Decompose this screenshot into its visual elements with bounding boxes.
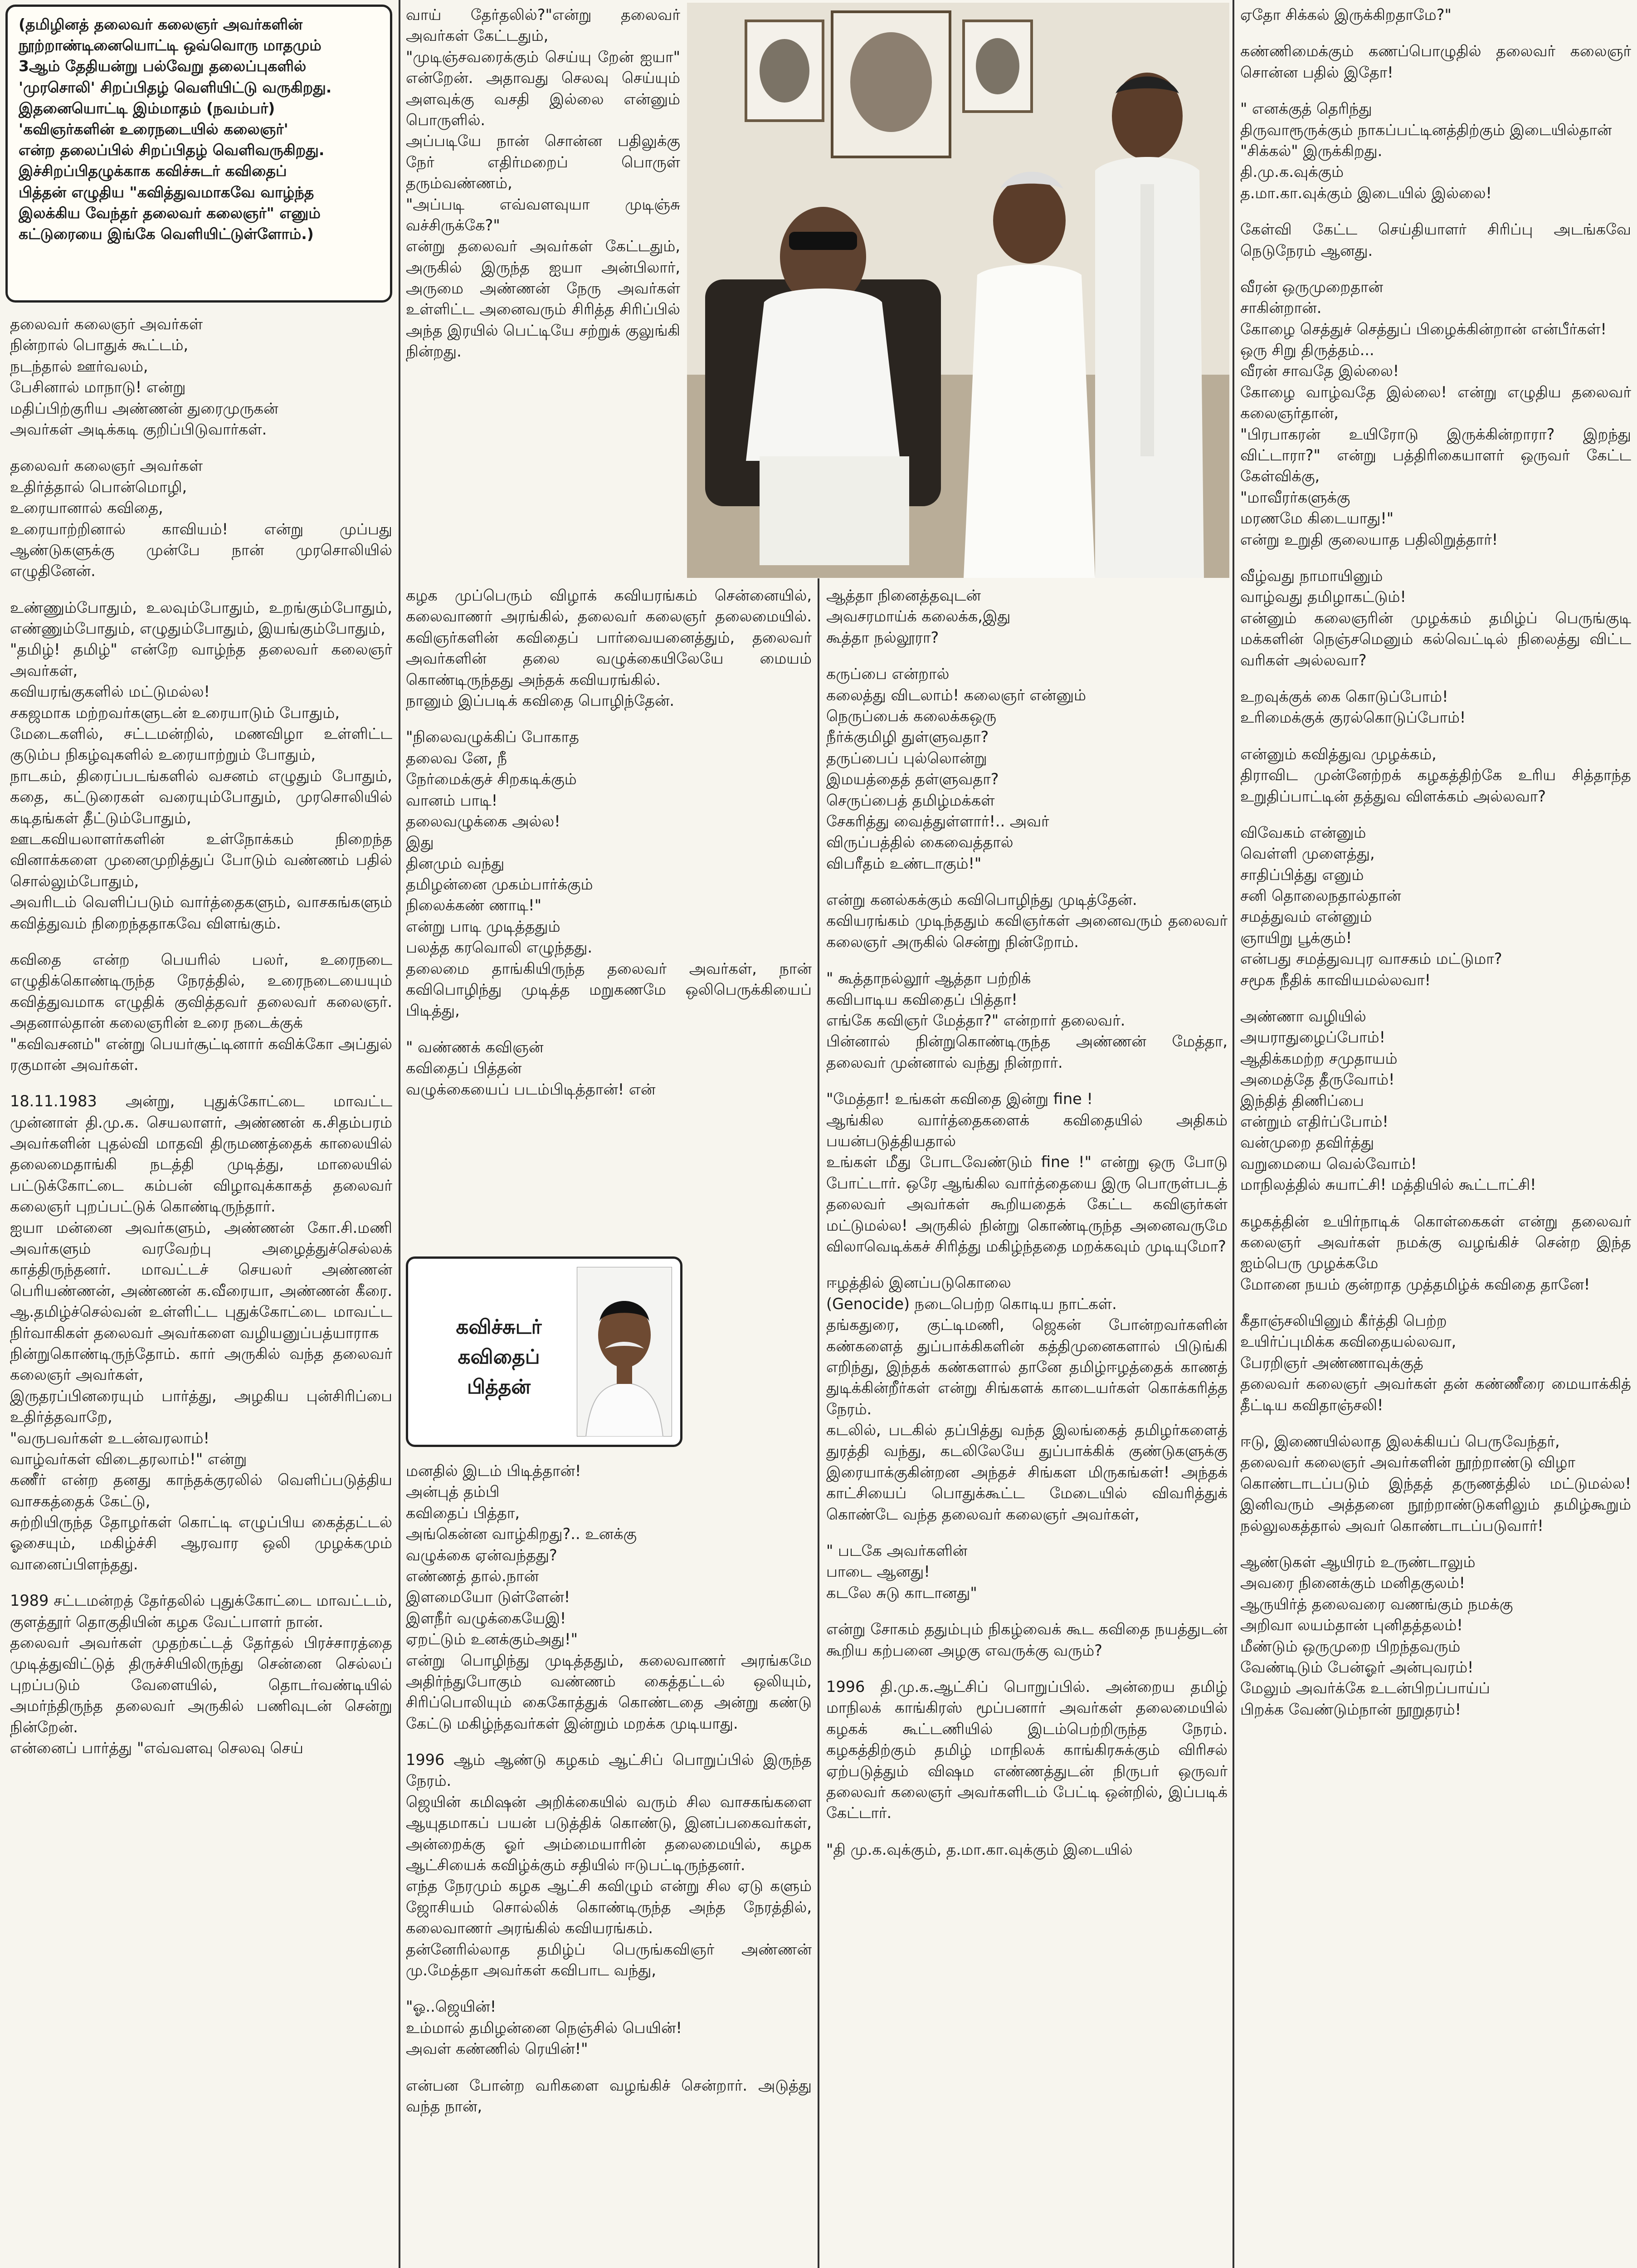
intro-box: (தமிழினத் தலைவர் கலைஞர் அவர்களின் நூற்றாண்டினையொட்டி ஒவ்வொரு மாதமும் 3ஆம் தேதியன்று பல்வேறு தலைப்புகளில் 'முரசொலி' சிறப்பிதழ் வெளியிட்டு வருகிறது. இதனையொட்டி இம்மாதம் (நவம்பர்) 'கவிஞர்களின் உரைநடையில் கலைஞர்' என்ற தலைப்பில் சிறப்பிதழ் வெளிவருகிறது. இச்சிறப்பிதழுக்காக கவிச்சுடர் கவிதைப் பித்தன் எழுதிய "கவித்துவமாகவே வாழ்ந்த இலக்கிய வேந்தர் தலைவர் கலைஞர்" எனும் கட்டுரையை இங்கே வெளியிட்டுள்ளோம்.) xyxy=(5,5,392,303)
paragraph: " வண்ணக் கவிஞன் கவிதைப் பித்தன் வழுக்கையைப் படம்பிடித்தான்! என் xyxy=(406,1038,656,1098)
paragraph: வீழ்வது நாமாயினும் வாழ்வது தமிழாகட்டும்! என்னும் கலைஞரின் முழக்கம் தமிழ்ப் பெருங்குடி மக்களின் நெஞ்சமெனும் கல்வெட்டில் நிலைத்து விட்ட வரிகள் அல்லவா? xyxy=(1240,567,1631,669)
paragraph: கழக முப்பெரும் விழாக் கவியரங்கம் சென்னையில், கலைவாணர் அரங்கில், தலைவர் கலைஞர் தலைமையில். கவிஞர்களின் கவிதைப் பார்வையனைத்தும், தலைவர் அவர்களின் தலை வழுக்கையிலேயே மையம் கொண்டிருந்தது அந்தக் கவியரங்கில். நானும் இப்படிக் கவிதை பொழிந்தேன். xyxy=(406,587,812,709)
paragraph: ஈடு, இணையில்லாத இலக்கியப் பெருவேந்தர், தலைவர் கலைஞர் அவர்களின் நூற்றாண்டு விழா கொண்டாடப்படும் இந்தத் தருணத்தில் மட்டுமல்ல! இனிவரும் அத்தனை நூற்றாண்டுகளிலும் தமிழ்கூறும் நல்லுலகத்தால் அவர் கொண்டாடப்படுவார்! xyxy=(1240,1432,1631,1535)
paragraph: உண்ணும்போதும், உலவும்போதும், உறங்கும்போதும், எண்ணும்போதும், எழுதும்போதும், இயங்கும்போதும், "தமிழ்! தமிழ்" என்றே வாழ்ந்த தலைவர் கலைஞர் அவர்கள், கவியரங்குகளில் மட்டுமல்ல! சகஜமாக மற்றவர்களுடன் உரையாடும் போதும், மேடைகளில், சட்டமன்றில், மணவிழா உள்ளிட்ட குடும்ப நிகழ்வுகளில் உரையாற்றும் போதும், நாடகம், திரைப்படங்களில் வசனம் எழுதும் போதும், கதை, கட்டுரைகள் வரையும்போதும், முரசொலியில் கடிதங்கள் தீட்டும்போதும், ஊடகவியலாளர்களின் உள்நோக்கம் நிறைந்த வினாக்களை முனைமுறித்துப் போடும் வண்ணம் பதில் சொல்லும்போதும், அவரிடம் வெளிப்படும் வார்த்தைகளும், வாசகங்களும் கவித்துவம் நிறைந்ததாகவே விளங்கும். xyxy=(10,598,392,932)
article-column-1 xyxy=(10,314,392,1774)
paragraph: அண்ணா வழியில் அயராதுழைப்போம்! ஆதிக்கமற்ற சமுதாயம் அமைத்தே தீருவோம்! இந்தித் திணிப்பை என்றும் எதிர்ப்போம்! வன்முறை தவிர்த்து வறுமையை வெல்வோம்! மாநிலத்தில் சுயாட்சி! மத்தியில் கூட்டாட்சி! xyxy=(1240,1007,1536,1194)
paragraph: "ஓ..ஜெயின்! உம்மால் தமிழன்னை நெஞ்சில் பெயின்! அவள் கண்ணில் ரெயின்!" xyxy=(406,1998,682,2058)
paragraph: "தி மு.க.வுக்கும், த.மா.கா.வுக்கும் இடையில் xyxy=(826,1840,1133,1858)
column-rule xyxy=(1233,0,1234,2268)
paragraph: ஏதோ சிக்கல் இருக்கிறதாமே?" xyxy=(1240,6,1452,24)
paragraph: என்பன போன்ற வரிகளை வழங்கிச் சென்றார். அடுத்து வந்த நான், xyxy=(406,2076,812,2115)
paragraph: "நிலைவழுக்கிப் போகாத தலைவ னே, நீ நேர்மைக்குச் சிறகடிக்கும் வானம் பாடி! தலைவழுக்கை அல்ல! இது தினமும் வந்து தமிழன்னை முகம்பார்க்கும் நிலைக்கண் ணாடி!" என்று பாடி முடித்ததும் பலத்த கரவொலி எழுந்தது. தலைமை தாங்கியிருந்த தலைவர் அவர்கள், நான் கவிபொழிந்து முடித்த மறுகணமே ஒலிபெருக்கியைப் பிடித்து, xyxy=(406,728,812,1020)
paragraph: கேள்வி கேட்ட செய்தியாளர் சிரிப்பு அடங்கவே நெடுநேரம் ஆனது. xyxy=(1240,220,1631,259)
paragraph: வாய் தேர்தலில்?"என்று தலைவர் அவர்கள் கேட்டதும், "முடிஞ்சவரைக்கும் செய்யு றேன் ஐயா" என்றேன். அதாவது செலவு செய்யும் அளவுக்கு வசதி இல்லை என்னும் பொருளில். அப்படியே நான் சொன்ன பதிலுக்கு நேர் எதிர்மறைப் பொருள் தரும்வண்ணம், "அப்படி எவ்வளவுயா முடிஞ்சு வச்சிருக்கே?" என்று தலைவர் அவர்கள் கேட்டதும், அருகில் இருந்த ஐயா அன்பிலார், அருமை அண்ணன் நேரு அவர்கள் உள்ளிட்ட அனைவரும் சிரித்த சிரிப்பில் அந்த இரயில் பெட்டியே சற்றுக் குலுங்கி நின்றது. xyxy=(406,6,680,361)
paragraph: கவிதை என்ற பெயரில் பலர், உரைநடை எழுதிக்கொண்டிருந்த நேரத்தில், உரைநடையையும் கவித்துவமாக எழுதிக் குவித்தவர் தலைவர் கலைஞர். அதனால்தான் கலைஞரின் உரை நடைக்குக் "கவிவசனம்" என்று பெயர்சூட்டினார் கவிக்கோ அப்துல் ரகுமான் அவர்கள். xyxy=(10,950,392,1074)
author-name: கவிச்சுடர் கவிதைப் பித்தன் xyxy=(456,1315,542,1398)
paragraph: என்று கனல்கக்கும் கவிபொழிந்து முடித்தேன். கவியரங்கம் முடிந்ததும் கவிஞர்கள் அனைவரும் தலைவர் கலைஞர் அருகில் சென்று நின்றோம். xyxy=(826,891,1228,951)
paragraph: உறவுக்குக் கை கொடுப்போம்! உரிமைக்குக் குரல்கொடுப்போம்! xyxy=(1240,687,1466,727)
paragraph: 1996 தி.மு.க.ஆட்சிப் பொறுப்பில். அன்றைய தமிழ் மாநிலக் காங்கிரஸ் மூப்பனார் அவர்கள் தலைமையில் கழகக் கூட்டணியில் இடம்பெற்றிருந்த நேரம். கழகத்திற்கும் தமிழ் மாநிலக் காங்கிரசுக்கும் விரிசல் ஏற்படுத்தும் விஷம எண்ணத்துடன் நிருபர் ஒருவர் தலைவர் கலைஞர் அவர்களிடம் பேட்டி ஒன்றில், இப்படிக் கேட்டார். xyxy=(826,1677,1228,1822)
paragraph: கீதாஞ்சலியினும் கீர்த்தி பெற்ற உயிர்ப்புமிக்க கவிதையல்லவா, பேரறிஞர் அண்ணாவுக்குத் தலைவர் கலைஞர் அவர்கள் தன் கண்ணீரை மையாக்கித் தீட்டிய கவிதாஞ்சலி! xyxy=(1240,1312,1631,1414)
author-box xyxy=(406,1256,682,1447)
paragraph: 1996 ஆம் ஆண்டு கழகம் ஆட்சிப் பொறுப்பில் இருந்த நேரம். ஜெயின் கமிஷன் அறிக்கையில் வரும் சில வாசகங்களை ஆயுதமாகப் பயன் படுத்திக் கொண்டு, இனப்பகைவர்கள், அன்றைக்கு ஓர் அம்மையாரின் தலைமையில், கழக ஆட்சியைக் கவிழ்க்கும் சதியில் ஈடுபட்டிருந்தனர். எந்த நேரமும் கழக ஆட்சி கவிழும் என்று சில ஏடு களும் ஜோசியம் சொல்லிக் கொண்டிருந்த அந்த நேரத்தில், கலைவாணர் அரங்கில் கவியரங்கம். தன்னேரில்லாத தமிழ்ப் பெருங்கவிஞர் அண்ணன் மு.மேத்தா அவர்கள் கவிபாட வந்து, xyxy=(406,1751,812,1979)
paragraph: ஈழத்தில் இனப்படுகொலை (Genocide) நடைபெற்ற கொடிய நாட்கள். தங்கதுரை, குட்டிமணி, ஜெகன் போன்றவர்களின் கண்களைத் துப்பாக்கிகளின் கத்திமுனைகளால் பிடுங்கி எறிந்து, இந்தக் கண்களால் தானே தமிழ்ஈழத்தைக் காணத் துடிக்கின்றீர்கள் என்று சிங்களக் காடையர்கள் கொக்கரித்த நேரம். கடலில், படகில் தப்பித்து வந்த இலங்கைத் தமிழர்களைத் துரத்தி வந்து, கடலிலேயே துப்பாக்கிக் குண்டுகளுக்கு இரையாக்குகின்றன அந்தச் சிங்கள மிருகங்கள்! அந்தக் காட்சியைப் பொதுக்கூட்ட மேடையில் விவரித்துக் கொண்டே வந்த தலைவர் கலைஞர் அவர்கள், xyxy=(826,1274,1228,1523)
paragraph: விவேகம் என்னும் வெள்ளி முளைத்து, சாதிப்பித்து எனும் சனி தொலைநதால்தான் சமத்துவம் என்னும் ஞாயிறு பூக்கும்! என்பது சமத்துவபுர வாசகம் மட்டுமா? சமூக நீதிக் காவியமல்லவா! xyxy=(1240,823,1502,989)
paragraph: தலைவர் கலைஞர் அவர்கள் நின்றால் பொதுக் கூட்டம், நடந்தால் ஊர்வலம், பேசினால் மாநாடு! என்று மதிப்பிற்குரிய அண்ணன் துரைமுருகன் அவர்கள் அடிக்கடி குறிப்பிடுவார்கள். xyxy=(10,315,278,438)
paragraph: " கூத்தாநல்லூர் ஆத்தா பற்றிக் கவிபாடிய கவிதைப் பித்தா! எங்கே கவிஞர் மேத்தா?" என்றார் தலைவர். பின்னால் நின்றுகொண்டிருந்த அண்ணன் மேத்தா, தலைவர் முன்னால் வந்து நின்றார். xyxy=(826,969,1228,1071)
paragraph: 1989 சட்டமன்றத் தேர்தலில் புதுக்கோட்டை மாவட்டம், குளத்தூர் தொகுதியின் கழக வேட்பாளர் நான். தலைவர் அவர்கள் முதற்கட்டத் தேர்தல் பிரச்சாரத்தை முடித்துவிட்டுத் திருச்சியிலிருந்து சென்னை செல்லப் புறப்படும் வேளையில், தொடர்வண்டியில் அமர்ந்திருந்த தலைவர் அருகில் பணிவுடன் சென்று நின்றேன். என்னைப் பார்த்து "எவ்வளவு செலவு செய் xyxy=(10,1592,392,1757)
paragraph: " எனக்குத் தெரிந்து திருவாரூருக்கும் நாகப்பட்டினத்திற்கும் இடையில்தான் "சிக்கல்" இருக்கிறது. தி.மு.க.வுக்கும் த.மா.கா.வுக்கும் இடையில் இல்லை! xyxy=(1240,100,1612,202)
article-column-2-middle xyxy=(406,585,812,1115)
article-column-2-top xyxy=(406,5,680,378)
paragraph: " படகே அவர்களின் பாடை ஆனது! கடலே சுடு காடானது" xyxy=(826,1542,977,1602)
article-column-3 xyxy=(826,585,1228,1876)
paragraph: 18.11.1983 அன்று, புதுக்கோட்டை மாவட்ட முன்னாள் தி.மு.க. செயலாளர், அண்ணன் க.சிதம்பரம் அவர்களின் புதல்வி மாதவி திருமணத்தைக் காலையில் தலைமைதாங்கி நடத்தி முடித்து, மாலையில் பட்டுக்கோட்டை கம்பன் விழாவுக்காகத் தலைவர் கலைஞர் புறப்பட்டுக் கொண்டிருந்தார். ஐயா மன்னை அவர்களும், அண்ணன் கோ.சி.மணி அவர்களும் வரவேற்பு அழைத்துச்செல்லக் காத்திருந்தனர். மாவட்டச் செயலர் அண்ணன் பெரியண்ணன், அண்ணன் க.வீரையா, அண்ணன் கீரை. ஆ.தமிழ்ச்செல்வன் உள்ளிட்ட புதுக்கோட்டை மாவட்ட நிர்வாகிகள் தலைவர் அவர்களை வழியனுப்பத்யாராக நின்றுகொண்டிருந்தோம். கார் அருகில் வந்த தலைவர் கலைஞர் அவர்கள், இருதரப்பினரையும் பார்த்து, அழகிய புன்சிரிப்பை உதிர்த்தவாறே, "வருபவர்கள் உடன்வரலாம்! வாழ்வர்கள் விடைதரலாம்!" என்று கணீர் என்ற தனது காந்தக்குரலில் வெளிப்படுத்திய வாசகத்தைக் கேட்டு, சுற்றியிருந்த தோழர்கள் கொட்டி எழுப்பிய கைத்தட்டல் ஓசையும், மகிழ்ச்சி ஆரவார ஒலி முழக்கமும் வானைப்பிளந்தது. xyxy=(10,1092,392,1573)
column-rule xyxy=(818,578,819,2268)
author-photo xyxy=(577,1267,672,1437)
paragraph: என்று சோகம் ததும்பும் நிகழ்வைக் கூட கவிதை நயத்துடன் கூறிய கற்பனை அழகு எவருக்கு வரும்? xyxy=(826,1620,1228,1659)
column-rule xyxy=(399,0,400,2268)
paragraph: கருப்பை என்றால் கலைத்து விடலாம்! கலைஞர் என்னும் நெருப்பைக் கலைக்கஒரு நீர்க்குமிழி துள்ளுவதா? தருப்பைப் புல்லொன்று இமயத்தைத் தள்ளுவதா? செருப்பைத் தமிழ்மக்கள் சேகரித்து வைத்துள்ளார்!.. அவர் விருப்பத்தில் கைவைத்தால் விபரீதம் உண்டாகும்!" xyxy=(826,665,1086,872)
paragraph: "மேத்தா! உங்கள் கவிதை இன்று fine ! ஆங்கில வார்த்தைகளைக் கவிதையில் அதிகம் பயன்படுத்தியதால் உங்கள் மீது போடவேண்டும் fine !" என்று ஒரு போடு போட்டார். ஒரே ஆங்கில வார்த்தையை இரு பொருள்படத் தலைவர் அவர்கள் கூறியதைக் கேட்ட கவிஞர்கள் மட்டுமல்ல! அருகில் நின்று கொண்டிருந்த அனைவருமே விலாவெடிக்கச் சிரித்து மகிழ்ந்ததை மறக்கவும் முடியுமோ? xyxy=(826,1090,1228,1255)
paragraph: ஆத்தா நினைத்தவுடன் அவசரமாய்க் கலைக்க,இது கூத்தா நல்லூரா? xyxy=(826,587,1011,646)
paragraph: என்னும் கவித்துவ முழக்கம், திராவிட முன்னேற்றக் கழகத்திற்கே உரிய சித்தாந்த உறுதிப்பாட்டின் தத்துவ விளக்கம் அல்லவா? xyxy=(1240,745,1631,805)
paragraph: கழகத்தின் உயிர்நாடிக் கொள்கைகள் என்று தலைவர் கலைஞர் அவர்கள் நமக்கு வழங்கிச் சென்ற இந்த ஐம்பெரு முழக்கமே மோனை நயம் குன்றாத முத்தமிழ்க் கவிதை தானே! xyxy=(1240,1212,1631,1293)
group-photo xyxy=(687,3,1229,578)
paragraph: மனதில் இடம் பிடித்தான்! அன்புத் தம்பி கவிதைப் பித்தா, அங்கென்ன வாழ்கிறது?.. உனக்கு வழுக்கை ஏன்வந்தது? எண்ணத் தால்.நான் இளமையோ டுள்ளேன்! இளநீர் வழுக்கையேஇ! ஏறட்டும் உனக்கும்அது!" என்று பொழிந்து முடித்ததும், கலைவாணர் அரங்கமே அதிர்ந்துபோகும் வண்ணம் கைத்தட்டல் ஒலியும், சிரிப்பொலியும் கைகோத்துக் கொண்டதை அன்று கண்டு கேட்டு மகிழ்ந்தவர்கள் இன்றும் மறக்க முடியாது. xyxy=(406,1462,812,1732)
paragraph: கண்ணிமைக்கும் கணப்பொழுதில் தலைவர் கலைஞர் சொன்ன பதில் இதோ! xyxy=(1240,42,1631,81)
paragraph: ஆண்டுகள் ஆயிரம் உருண்டாலும் அவரை நினைக்கும் மனிதகுலம்! ஆருயிர்த் தலைவரை வணங்கும் நமக்கு அறிவா லயம்தான் புனிதத்தலம்! மீண்டும் ஒருமுறை பிறந்தவரும் வேண்டிடும் பேன்ஓர் அன்புவரம்! மேலும் அவர்க்கே உடன்பிறப்பாய்ப் பிறக்க வேண்டும்நான் நூறுதரம்! xyxy=(1240,1553,1513,1718)
article-column-4 xyxy=(1240,5,1631,1735)
article-column-2-bottom xyxy=(406,1461,812,2132)
paragraph: வீரன் ஒருமுறைதான் சாகின்றான். கோழை செத்துச் செத்துப் பிழைக்கின்றான் என்பீர்கள்! ஒரு சிறு திருத்தம்... வீரன் சாவதே இல்லை! கோழை வாழ்வதே இல்லை! என்று எழுதிய தலைவர் கலைஞர்தான், "பிரபாகரன் உயிரோடு இருக்கின்றாரா? இறந்து விட்டாரா?" என்று பத்திரிகையாளர் ஒருவர் கேட்ட கேள்விக்கு, "மாவீரர்களுக்கு மரணமே கிடையாது!" என்று உறுதி குலையாத பதிலிறுத்தார்! xyxy=(1240,278,1631,548)
paragraph: தலைவர் கலைஞர் அவர்கள் உதிர்த்தால் பொன்மொழி, உரையானால் கவிதை, உரையாற்றினால் காவியம்! என்று முப்பது ஆண்டுகளுக்கு முன்பே நான் முரசொலியில் எழுதினேன். xyxy=(10,457,392,580)
